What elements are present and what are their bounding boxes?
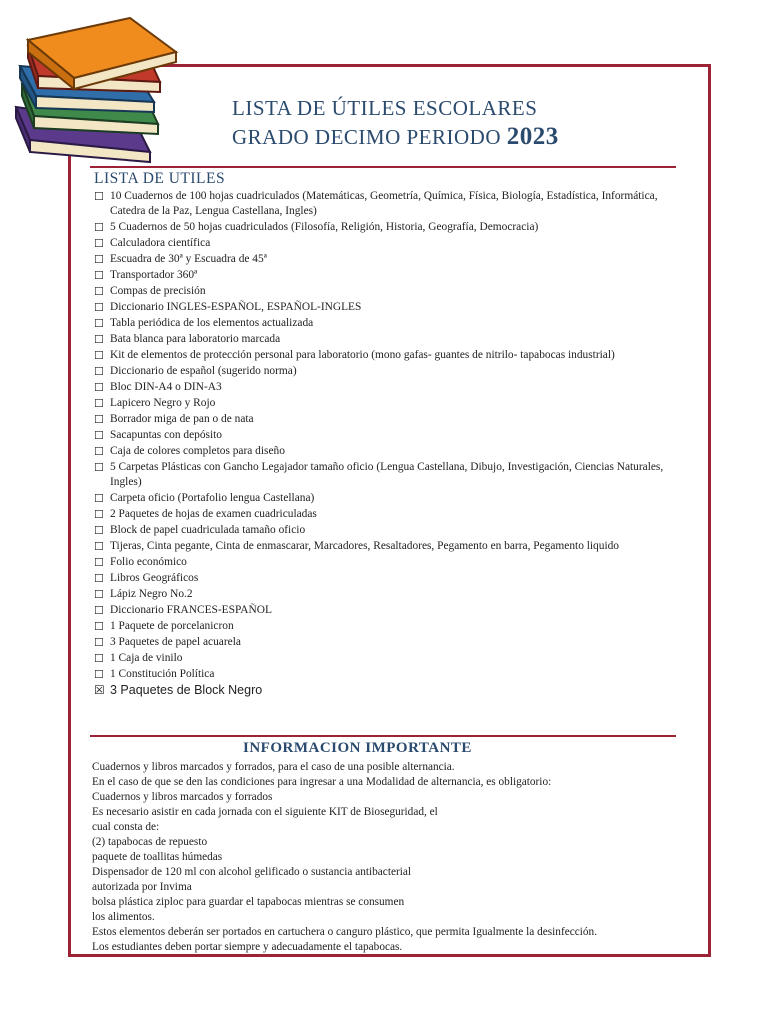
list-item-text: Borrador miga de pan o de nata xyxy=(110,413,254,425)
list-item xyxy=(94,300,674,315)
list-item xyxy=(94,316,674,331)
checkbox-icon: ☐ xyxy=(94,381,104,394)
info-line: Dispensador de 120 ml con alcohol gelificado o sustancia antibacterial xyxy=(92,866,412,878)
list-item xyxy=(94,619,674,634)
list-item-text: Bloc DIN-A4 o DIN-A3 xyxy=(110,381,222,393)
list-item-text: 1 Paquete de porcelanicron xyxy=(110,620,234,632)
list-item-text: Diccionario de español (sugerido norma) xyxy=(110,365,297,377)
list-item-text: 10 Cuadernos de 100 hojas cuadriculados (Matemáticas, Geometría, Química, Física, Biología, Estadística, Informática, Catedra de la Paz, Lengua Castellana, Ingles) xyxy=(110,190,658,217)
list-item xyxy=(94,332,674,347)
checkbox-icon: ☐ xyxy=(94,397,104,410)
checkbox-icon: ☐ xyxy=(94,668,104,681)
title-line-2 xyxy=(232,122,692,152)
list-item xyxy=(94,220,674,235)
list-item-text: 2 Paquetes de hojas de examen cuadriculadas xyxy=(110,508,317,520)
checkbox-icon: ☐ xyxy=(94,317,104,330)
checkbox-icon: ☐ xyxy=(94,413,104,426)
checkbox-icon: ☐ xyxy=(94,269,104,282)
info-line: los alimentos. xyxy=(92,911,155,923)
list-item xyxy=(94,380,674,395)
list-item xyxy=(94,523,674,538)
list-item-text: Lapicero Negro y Rojo xyxy=(110,397,216,409)
checkbox-icon: ☐ xyxy=(94,461,104,474)
list-item-text: Lápiz Negro No.2 xyxy=(110,588,193,600)
checkbox-icon: ☐ xyxy=(94,540,104,553)
list-item-text: Kit de elementos de protección personal para laboratorio (mono gafas- guantes de nitrilo- tapabocas industrial) xyxy=(110,349,615,361)
info-line: Cuadernos y libros marcados y forrados xyxy=(92,791,273,803)
list-item-checked xyxy=(94,683,674,698)
list-item-text: 3 Paquetes de Block Negro xyxy=(110,683,263,697)
checkbox-icon: ☐ xyxy=(94,445,104,458)
list-item-text: Calculadora científica xyxy=(110,237,211,249)
checkbox-icon: ☐ xyxy=(94,285,104,298)
checkbox-icon: ☐ xyxy=(94,588,104,601)
checkbox-icon: ☐ xyxy=(94,301,104,314)
list-item-text: 3 Paquetes de papel acuarela xyxy=(110,636,241,648)
info-line: autorizada por Invima xyxy=(92,881,192,893)
list-item xyxy=(94,507,674,522)
checkbox-icon: ☐ xyxy=(94,652,104,665)
divider-top xyxy=(90,166,676,168)
list-item xyxy=(94,428,674,443)
checkbox-icon: ☐ xyxy=(94,620,104,633)
info-line: Cuadernos y libros marcados y forrados, para el caso de una posible alternancia. xyxy=(92,761,455,773)
checkbox-icon: ☐ xyxy=(94,429,104,442)
list-item xyxy=(94,268,674,283)
list-item-text: Carpeta oficio (Portafolio lengua Castellana) xyxy=(110,492,315,504)
title-year: 2023 xyxy=(506,123,559,150)
list-item xyxy=(94,348,674,363)
list-item xyxy=(94,603,674,618)
checkbox-icon: ☐ xyxy=(94,636,104,649)
list-item-text: Tabla periódica de los elementos actualizada xyxy=(110,317,314,329)
checkbox-icon: ☐ xyxy=(94,237,104,250)
list-item xyxy=(94,555,674,570)
info-line: cual consta de: xyxy=(92,821,160,833)
info-block xyxy=(92,760,677,955)
list-item xyxy=(94,444,674,459)
list-item-text: 5 Carpetas Plásticas con Gancho Legajador tamaño oficio (Lengua Castellana, Dibujo, Investigación, Ciencias Naturales, Ingles) xyxy=(110,461,664,488)
stack-of-books-icon xyxy=(8,12,183,172)
list-item xyxy=(94,412,674,427)
list-item xyxy=(94,252,674,267)
info-line: Los estudiantes deben portar siempre y adecuadamente el tapabocas. xyxy=(92,941,403,953)
checkbox-icon: ☐ xyxy=(94,190,104,203)
info-line: Estos elementos deberán ser portados en cartuchera o canguro plástico, que permita Igualmente la desinfección. xyxy=(92,926,598,938)
list-item xyxy=(94,236,674,251)
list-item xyxy=(94,396,674,411)
document-title xyxy=(232,94,692,152)
list-item-text: Transportador 360ª xyxy=(110,269,198,281)
list-item xyxy=(94,284,674,299)
checkbox-icon: ☐ xyxy=(94,492,104,505)
list-item xyxy=(94,539,674,554)
title-grade-period: GRADO DECIMO PERIODO xyxy=(232,125,502,149)
checkbox-icon: ☐ xyxy=(94,604,104,617)
title-line-1: LISTA DE ÚTILES ESCOLARES xyxy=(232,96,538,120)
list-item xyxy=(94,491,674,506)
list-item-text: Compas de precisión xyxy=(110,285,206,297)
list-item xyxy=(94,651,674,666)
supply-list xyxy=(94,189,674,699)
list-item-text: Bata blanca para laboratorio marcada xyxy=(110,333,281,345)
list-item xyxy=(94,189,674,219)
info-heading: INFORMACION IMPORTANTE xyxy=(243,740,472,756)
checkbox-icon: ☐ xyxy=(94,221,104,234)
list-item xyxy=(94,571,674,586)
info-line: bolsa plástica ziploc para guardar el tapabocas mientras se consumen xyxy=(92,896,405,908)
checkbox-icon: ☐ xyxy=(94,508,104,521)
list-item-text: Block de papel cuadriculada tamaño oficio xyxy=(110,524,306,536)
checkbox-icon: ☐ xyxy=(94,349,104,362)
list-item-text: Sacapuntas con depósito xyxy=(110,429,222,441)
info-line: En el caso de que se den las condiciones para ingresar a una Modalidad de alternancia, es obligatorio: xyxy=(92,776,552,788)
list-item-text: Diccionario FRANCES-ESPAÑOL xyxy=(110,604,272,616)
list-item-text: Diccionario INGLES-ESPAÑOL, ESPAÑOL-INGLES xyxy=(110,301,362,313)
list-item xyxy=(94,635,674,650)
list-item-text: Folio económico xyxy=(110,556,187,568)
checkbox-icon: ☐ xyxy=(94,524,104,537)
checkbox-icon: ☐ xyxy=(94,253,104,266)
list-item-text: Caja de colores completos para diseño xyxy=(110,445,285,457)
info-line: paquete de toallitas húmedas xyxy=(92,851,223,863)
list-item-text: Tijeras, Cinta pegante, Cinta de enmascarar, Marcadores, Resaltadores, Pegamento en barra, Pegamento liquido xyxy=(110,540,620,552)
checkbox-icon: ☐ xyxy=(94,333,104,346)
info-line: Es necesario asistir en cada jornada con el siguiente KIT de Bioseguridad, el xyxy=(92,806,438,818)
list-item-text: Libros Geográficos xyxy=(110,572,199,584)
list-item-text: 1 Caja de vinilo xyxy=(110,652,183,664)
list-item-text: 1 Constitución Política xyxy=(110,668,215,680)
list-item xyxy=(94,364,674,379)
checkbox-icon: ☐ xyxy=(94,365,104,378)
list-item xyxy=(94,587,674,602)
list-heading: LISTA DE UTILES xyxy=(94,170,226,187)
list-item xyxy=(94,460,674,490)
info-line: (2) tapabocas de repuesto xyxy=(92,836,208,848)
list-item-text: Escuadra de 30ª y Escuadra de 45ª xyxy=(110,253,267,265)
checkbox-icon: ☐ xyxy=(94,572,104,585)
checkbox-icon: ☐ xyxy=(94,556,104,569)
list-item xyxy=(94,667,674,682)
checked-box-icon: ☒ xyxy=(94,683,105,697)
divider-info xyxy=(90,735,676,737)
list-item-text: 5 Cuadernos de 50 hojas cuadriculados (Filosofía, Religión, Historia, Geografía, Democracia) xyxy=(110,221,539,233)
